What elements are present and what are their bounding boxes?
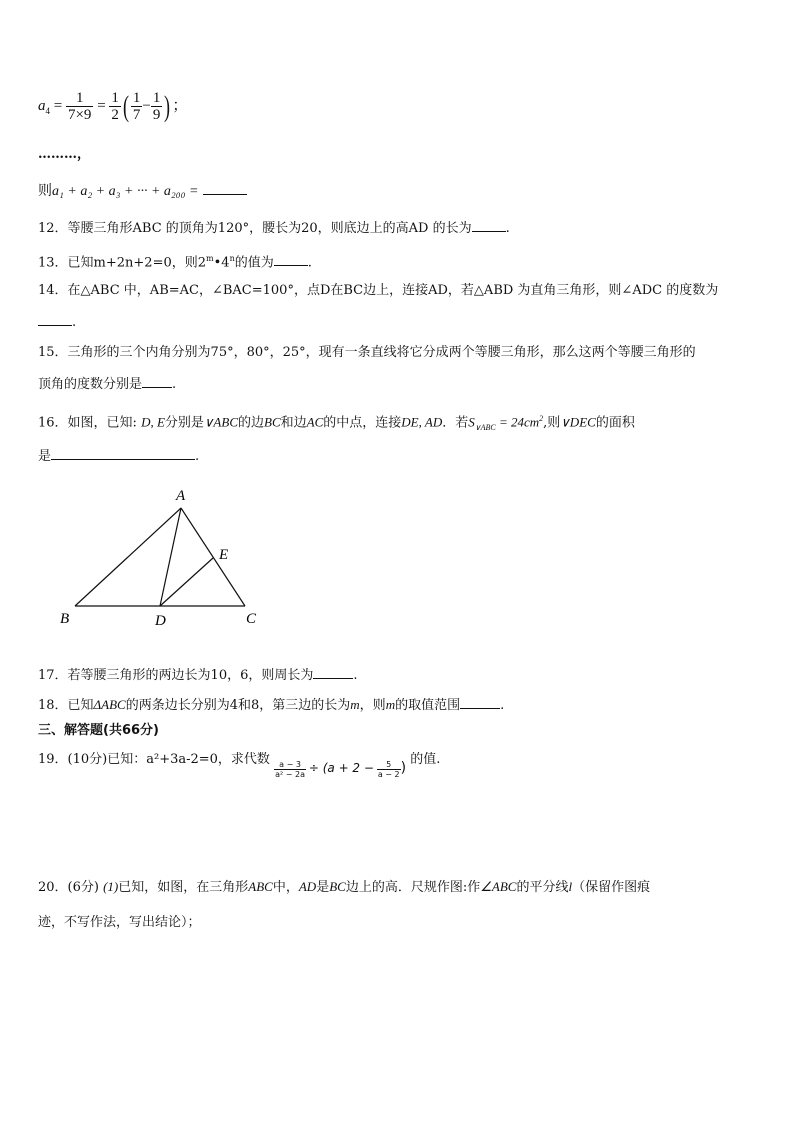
answer-blank-18 [460, 696, 500, 709]
answer-blank-17 [313, 666, 353, 679]
ellipsis-line: ………， [38, 147, 91, 162]
triangle-figure [50, 484, 290, 634]
question-15: 15．三角形的三个内角分别为75°，80°，25°，现有一条直线将它分成两个等腰三角形，那么这两个等腰三角形的 [38, 345, 696, 360]
question-14: 14．在△ABC 中，AB=AC，∠BAC=100°，点D在BC边上，连接AD，若△ABD 为直角三角形，则∠ADC 的度数为 [38, 283, 719, 298]
a4-sub: 4 [45, 106, 50, 116]
question-14-line2: . [38, 313, 76, 332]
segment-ad [160, 508, 181, 606]
question-16: 16．如图，已知: D, E分别是∨ABC的边BC和边AC的中点，连接DE, AD．若$S_{\vee ABC} = 24cm^2$,则∨DEC的面积 [38, 414, 635, 432]
side-ac [181, 508, 245, 606]
formula-a4 [38, 86, 187, 126]
section-3-heading: 三、解答题(共66分) [38, 723, 159, 738]
eq2: = [97, 98, 106, 114]
label-e: E [219, 547, 229, 563]
frac-1-over-7: $\frac{1}{7}$ [132, 90, 141, 124]
paren-open: ( [122, 89, 129, 123]
question-12: 12．等腰三角形ABC 的顶角为120°，腰长为20，则底边上的高AD 的长为 . [38, 221, 510, 236]
sum-prefix: 则 [38, 183, 52, 199]
answer-blank-16 [51, 447, 195, 460]
frac-1-over-7x9: $\frac{1}{7\times 9}$ [67, 90, 92, 124]
sum-expr: a₁ + a₂ + a₃ + ··· + a₂₀₀ = [52, 184, 199, 199]
q19-expression: $\frac{a - 3}{\text{a² − 2a}}$ ÷ (a + 2 − $\frac{5}{a - 2}$ ) [275, 760, 407, 779]
formula-tail: ； [172, 98, 188, 114]
frac-1-over-9: $\frac{1}{9}$ [152, 90, 161, 124]
question-16-line2: 是 . [38, 449, 200, 464]
q19-frac-1: $\frac{a - 3}{\text{a² − 2a}}$ [275, 760, 305, 779]
minus: − [142, 98, 151, 114]
answer-blank-11 [203, 182, 247, 195]
q19-frac-2: $\frac{5}{a - 2}$ [377, 760, 400, 779]
question-20: 20．(6分) (1)已知，如图，在三角形ABC中，AD是BC边上的高．尺规作图:作∠ABC的平分线l（保留作图痕 [38, 879, 651, 895]
question-13: 13．已知m+2n+2=0，则2$^m$•4$^n$的值为 . [38, 254, 312, 271]
paren-close: ) [164, 89, 171, 123]
question-15-line2: 顶角的度数分别是 . [38, 377, 177, 392]
label-c: C [246, 611, 257, 627]
answer-blank-14 [38, 313, 72, 326]
question-17: 17．若等腰三角形的两边长为10，6，则周长为 . [38, 668, 358, 683]
answer-blank-15 [142, 375, 172, 388]
sum-line [38, 182, 247, 201]
frac-1-over-2: $\frac{1}{2}$ [111, 90, 119, 124]
answer-blank-13 [274, 253, 308, 266]
question-20-line2: 迹，不写作法，写出结论）； [38, 915, 201, 930]
a4-var: a [38, 98, 46, 114]
segment-de [160, 558, 213, 606]
side-ab [75, 508, 181, 606]
label-d: D [155, 613, 166, 629]
label-a: A [176, 488, 186, 504]
question-18: 18．已知ΔABC的两条边长分别为4和8，第三边的长为m，则m的取值范围 . [38, 697, 505, 713]
question-19: 19．(10分)已知：a²+3a-2=0，求代数 $\frac{a - 3}{\text{a² − 2a}}$ ÷ (a + 2 − $\frac{5}{a - 2}$ ) 的值. [38, 752, 441, 779]
answer-blank-12 [472, 219, 506, 232]
label-b: B [60, 611, 70, 627]
eq1: = [53, 98, 63, 114]
